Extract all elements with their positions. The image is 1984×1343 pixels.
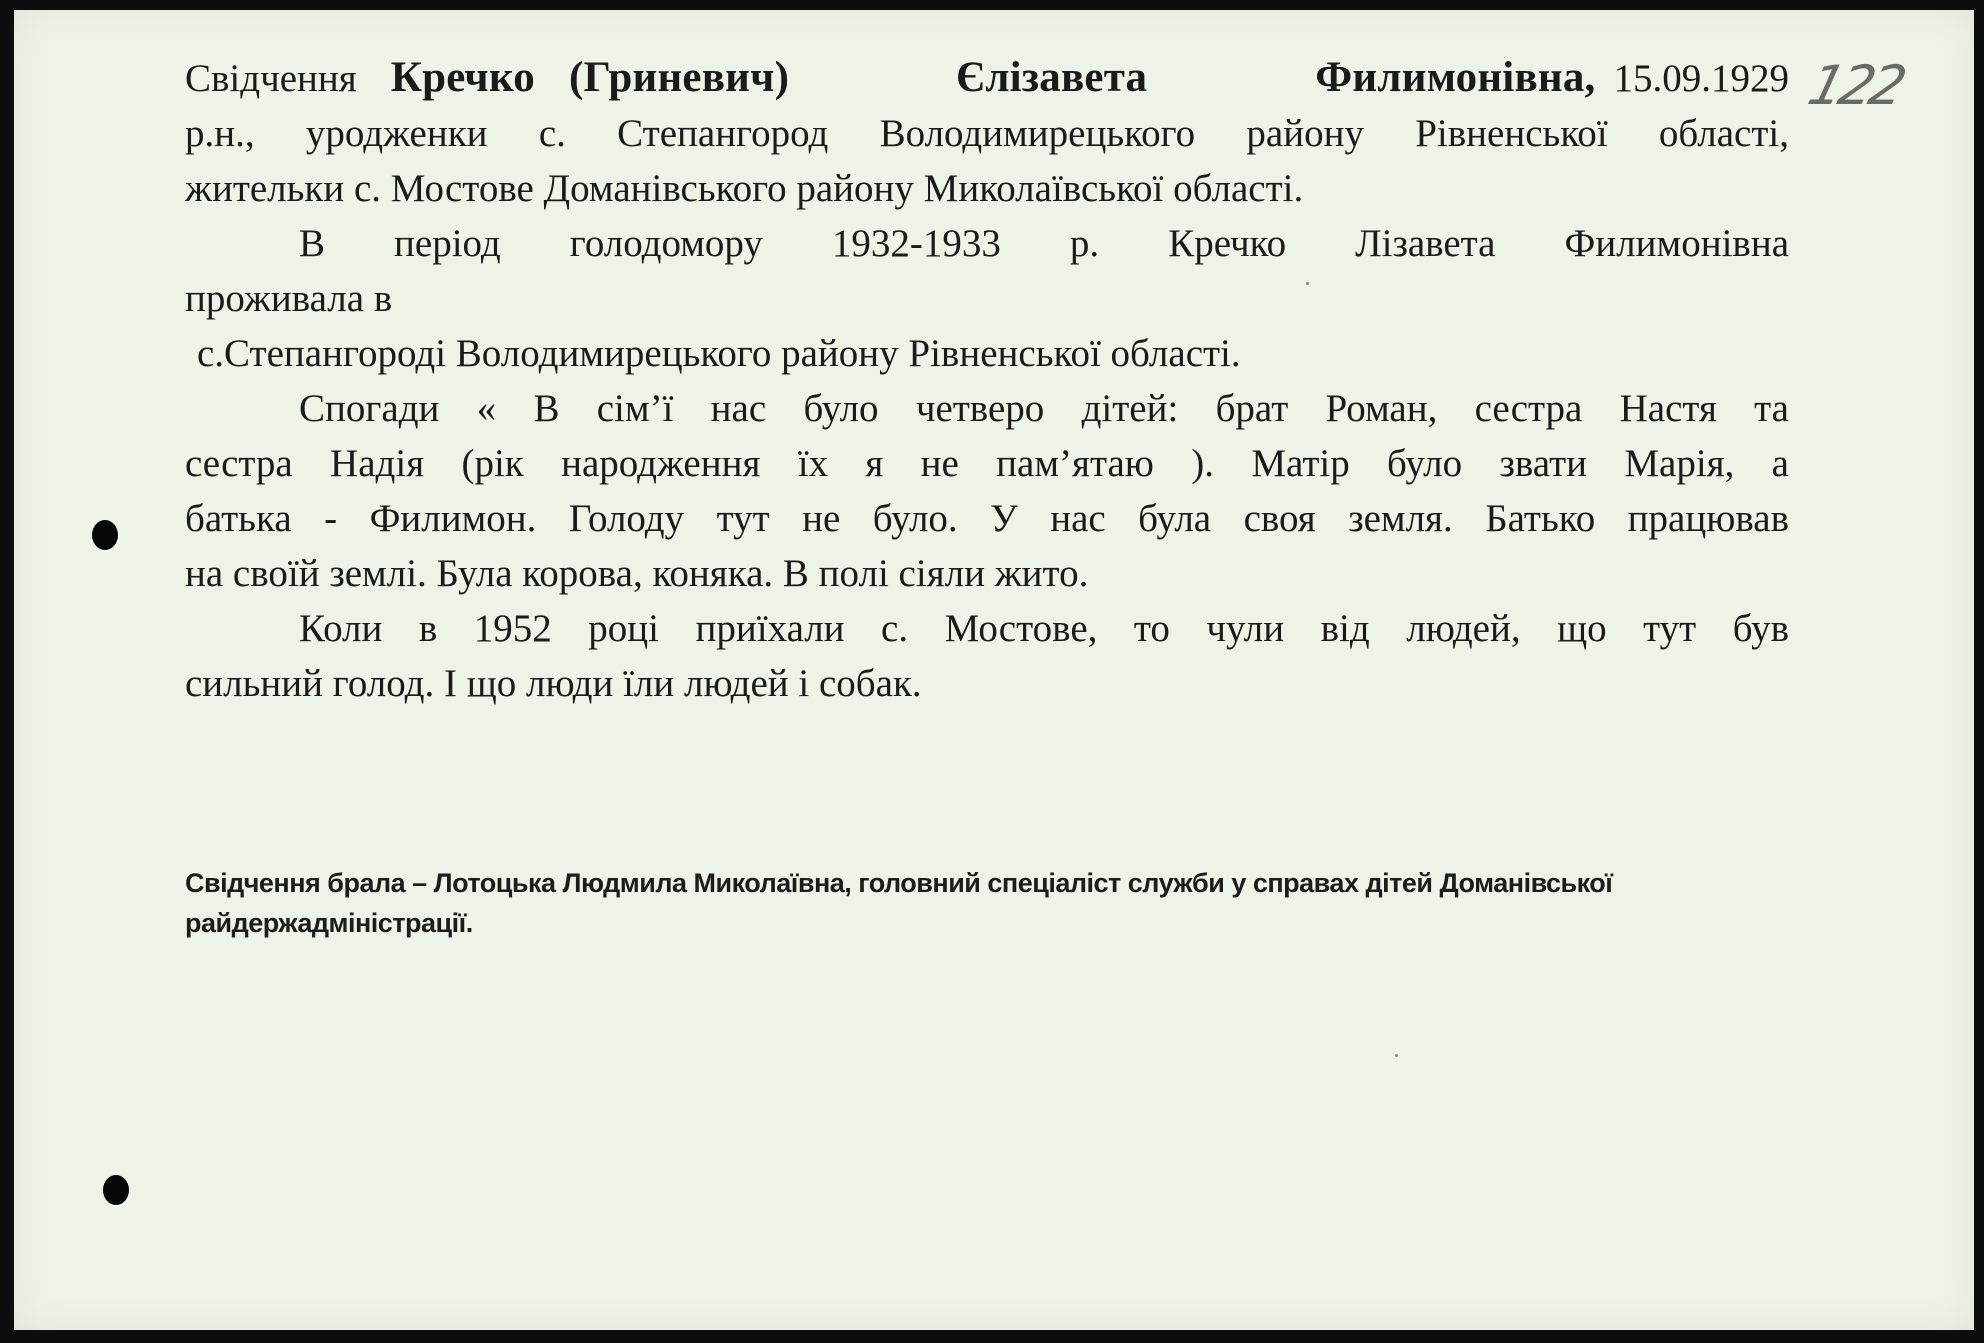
archive-page-number: 122 (1802, 54, 1909, 117)
maiden-name: (Гриневич) (569, 54, 790, 101)
paragraph-2-line-4: на своїй землі. Була корова, коняка. В полі сіяли жито. (185, 552, 1089, 595)
paragraph-2-line-2: сестра Надія (рік народження їх я не пам’ятаю ). Матір було звати Марія, а (185, 442, 1789, 485)
given-names: Єлізавета Филимонівна, (955, 54, 1596, 101)
paper-speck (1306, 282, 1309, 285)
surname: Кречко (390, 54, 535, 101)
paper-speck (1395, 1054, 1398, 1057)
testimony-body (185, 50, 1789, 711)
intro-line-2: р.н., уродженки с. Степангород Володимирецького району Рівненської області, (185, 112, 1789, 155)
paragraph-1-line-2: проживала в (185, 277, 393, 320)
punch-hole (103, 1175, 129, 1205)
intro-label: Свідчення (185, 57, 357, 100)
paragraph-1-line-3: с.Степангороді Володимирецького району Рівненської області. (197, 332, 1241, 375)
recorder-line-1: Свідчення брала – Лотоцька Людмила Миколаївна, головний спеціаліст служби у справах дітей Доманівської (185, 868, 1613, 898)
paragraph-3-line-1: Коли в 1952 році приїхали с. Мостове, то чули від людей, що тут був (299, 607, 1789, 650)
document-page (14, 10, 1974, 1330)
header-line (185, 50, 1789, 106)
punch-hole (92, 520, 118, 550)
paragraph-2-line-1: Спогади « В сім’ї нас було четверо дітей: брат Роман, сестра Настя та (299, 387, 1789, 430)
recorder-line-2: райдержадміністрації. (185, 908, 473, 938)
intro-line-3: жительки с. Мостове Доманівського району Миколаївської області. (185, 167, 1304, 210)
birth-date: 15.09.1929 (1613, 57, 1790, 100)
paragraph-2-line-3: батька - Филимон. Голоду тут не було. У нас була своя земля. Батько працював (185, 497, 1789, 540)
paragraph-1-line-1: В період голодомору 1932-1933 р. Кречко Лізавета Филимонівна (299, 222, 1789, 265)
recorder-note (185, 863, 1785, 943)
paragraph-3-line-2: сильний голод. І що люди їли людей і собак. (185, 662, 922, 705)
